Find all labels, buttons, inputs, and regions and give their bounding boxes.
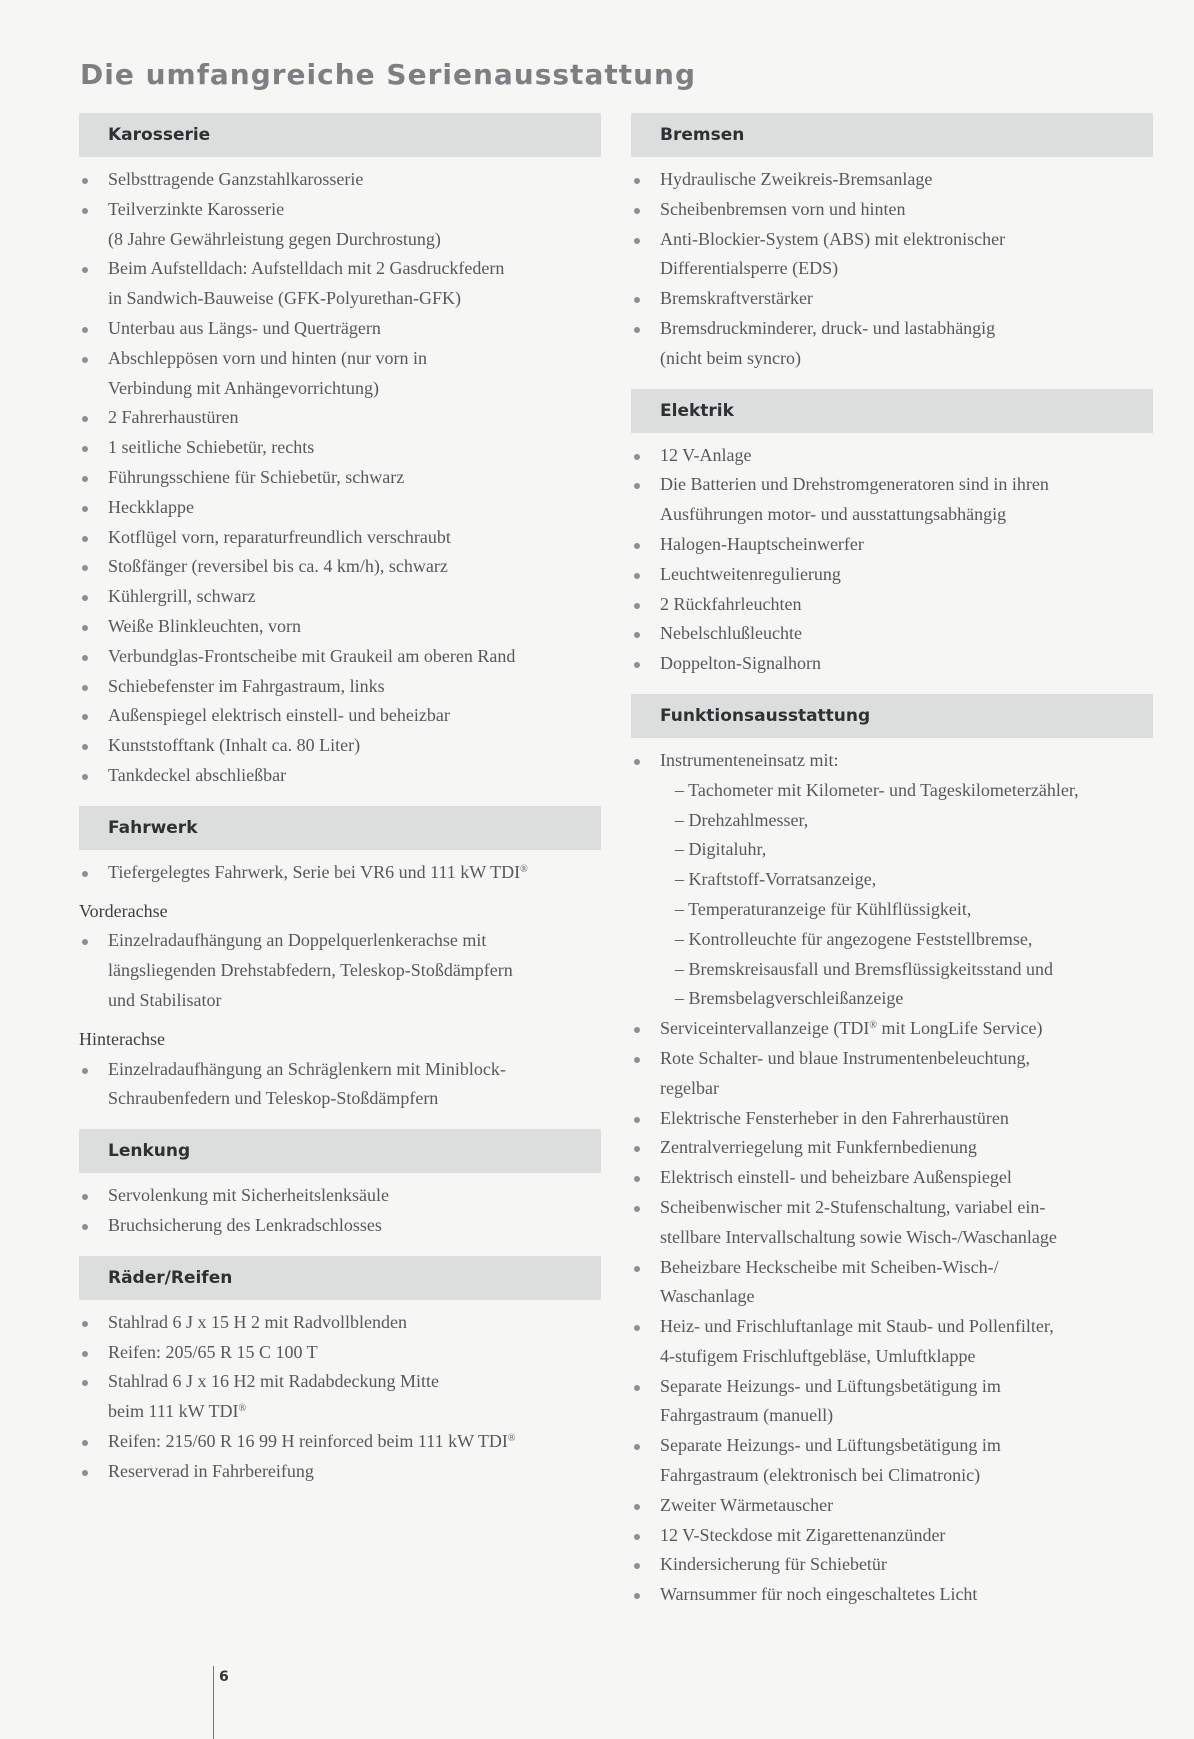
item-line: Unterbau aus Längs- und Querträgern <box>108 317 381 338</box>
list-item <box>631 1104 1153 1134</box>
item-line: Leuchtweitenregulierung <box>660 563 841 584</box>
item-line: Verbindung mit Anhängevorrichtung) <box>108 377 379 398</box>
item-line: Separate Heizungs- und Lüftungsbetätigung im <box>660 1375 1001 1396</box>
list-item <box>79 1181 601 1211</box>
list-item <box>79 1055 601 1115</box>
list-item <box>79 1367 601 1427</box>
item-line: Ausführungen motor- und ausstattungsabhängig <box>660 504 1007 525</box>
list-item <box>631 530 1153 560</box>
item-subline: – Temperaturanzeige für Kühlflüssigkeit, <box>675 898 972 919</box>
item-line: Schiebefenster im Fahrgastraum, links <box>108 675 385 696</box>
list-item <box>631 1312 1153 1372</box>
list-item <box>79 642 601 672</box>
item-line: Halogen-Hauptscheinwerfer <box>660 533 864 554</box>
list-item <box>79 1211 601 1241</box>
item-line: 4-stufigem Frischluftgebläse, Umluftklappe <box>660 1345 976 1366</box>
page-title: Die umfangreiche Serienausstattung <box>80 58 697 91</box>
item-line-text: mit LongLife Service) <box>877 1018 1043 1039</box>
item-line: Instrumenteneinsatz mit: <box>660 749 839 770</box>
list-item <box>631 1163 1153 1193</box>
item-line: Elektrisch einstell- und beheizbare Außenspiegel <box>660 1167 1012 1188</box>
list-item <box>79 344 601 404</box>
list-item <box>631 1253 1153 1313</box>
item-line: Selbsttragende Ganzstahlkarosserie <box>108 169 364 189</box>
item-line: längsliegenden Drehstabfedern, Teleskop-Stoßdämpfern <box>108 960 513 981</box>
list-item <box>631 165 1153 195</box>
item-line: Stahlrad 6 J x 15 H 2 mit Radvollblenden <box>108 1311 407 1332</box>
list-item <box>79 433 601 463</box>
registered-mark: ® <box>507 1432 516 1444</box>
karosserie-list <box>79 165 601 791</box>
list-item <box>79 403 601 433</box>
registered-mark: ® <box>869 1020 877 1032</box>
item-line: Differentialsperre (EDS) <box>660 258 839 279</box>
item-line: 2 Rückfahrleuchten <box>660 593 802 614</box>
elektrik-list <box>631 441 1153 679</box>
item-line: Hydraulische Zweikreis-Bremsanlage <box>660 169 933 189</box>
list-item <box>631 560 1153 590</box>
page-number: 6 <box>219 1669 229 1685</box>
section-heading-bremsen: Bremsen <box>631 113 1153 157</box>
list-item <box>79 1457 601 1487</box>
item-line: Bremskraftverstärker <box>660 288 813 309</box>
list-item <box>79 552 601 582</box>
list-item <box>631 441 1153 471</box>
item-line: in Sandwich-Bauweise (GFK-Polyurethan-GFK) <box>108 288 461 309</box>
item-line: Waschanlage <box>660 1286 755 1307</box>
list-item <box>631 1014 1153 1044</box>
list-item <box>79 165 601 195</box>
list-item <box>79 926 601 1015</box>
item-line: Heiz- und Frischluftanlage mit Staub- und Pollenfilter, <box>660 1316 1054 1337</box>
list-item <box>631 1372 1153 1432</box>
item-line: 12 V-Steckdose mit Zigarettenanzünder <box>660 1524 946 1545</box>
funktion-list <box>631 746 1153 1044</box>
item-subline: – Kontrolleuchte für angezogene Feststellbremse, <box>675 928 1033 949</box>
list-item <box>79 1338 601 1368</box>
bremsen-list <box>631 165 1153 374</box>
item-line: Scheibenwischer mit 2-Stufenschaltung, variabel ein- <box>660 1196 1046 1217</box>
item-line: regelbar <box>660 1077 719 1098</box>
item-line: Einzelradaufhängung an Schräglenkern mit Miniblock- <box>108 1058 506 1079</box>
list-item <box>79 731 601 761</box>
item-line: Reserverad in Fahrbereifung <box>108 1460 314 1481</box>
list-item <box>631 1550 1153 1580</box>
section-heading-elektrik: Elektrik <box>631 389 1153 433</box>
item-line: Führungsschiene für Schiebetür, schwarz <box>108 466 405 487</box>
list-item <box>631 195 1153 225</box>
list-item <box>631 225 1153 285</box>
list-item <box>79 195 601 255</box>
item-line: Separate Heizungs- und Lüftungsbetätigung im <box>660 1435 1001 1456</box>
list-item <box>631 649 1153 679</box>
item-subline: – Tachometer mit Kilometer- und Tageskilometerzähler, <box>675 779 1079 800</box>
item-line-text: beim 111 kW TDI <box>108 1401 239 1422</box>
item-line: Nebelschlußleuchte <box>660 623 802 644</box>
item-line: Verbundglas-Frontscheibe mit Graukeil am oberen Rand <box>108 645 516 666</box>
list-item <box>631 1431 1153 1491</box>
item-line: Einzelradaufhängung an Doppelquerlenkerachse mit <box>108 930 487 951</box>
hinterachse-list <box>79 1055 601 1115</box>
item-line: Servolenkung mit Sicherheitslenksäule <box>108 1185 389 1206</box>
list-item <box>631 284 1153 314</box>
list-item <box>631 1193 1153 1253</box>
list-item <box>631 746 1153 1014</box>
list-item <box>79 314 601 344</box>
registered-mark: ® <box>520 863 528 875</box>
list-item <box>79 254 601 314</box>
item-line: 12 V-Anlage <box>660 444 752 465</box>
list-item <box>631 590 1153 620</box>
item-line: (nicht beim syncro) <box>660 347 801 368</box>
item-line: und Stabilisator <box>108 989 222 1010</box>
item-line: Kotflügel vorn, reparaturfreundlich verschraubt <box>108 526 451 547</box>
hinterachse-heading: Hinterachse <box>79 1028 165 1049</box>
item-line: Warnsummer für noch eingeschaltetes Licht <box>660 1584 978 1605</box>
raeder-list <box>79 1308 601 1487</box>
item-line: Scheibenbremsen vorn und hinten <box>660 198 906 219</box>
list-item <box>79 858 601 888</box>
item-line: Heckklappe <box>108 496 194 517</box>
item-line: Abschleppösen vorn und hinten (nur vorn in <box>108 347 427 368</box>
section-heading-fahrwerk: Fahrwerk <box>79 806 601 850</box>
fahrwerk-item-text: Tiefergelegtes Fahrwerk, Serie bei VR6 und 111 kW TDI <box>108 861 521 882</box>
list-item <box>631 1521 1153 1551</box>
item-line: Tankdeckel abschließbar <box>108 764 287 785</box>
item-line: Stoßfänger (reversibel bis ca. 4 km/h), schwarz <box>108 556 448 577</box>
item-subline: – Kraftstoff-Vorratsanzeige, <box>675 869 877 890</box>
page-number-rule <box>213 1666 214 1739</box>
item-line: Fahrgastraum (elektronisch bei Climatronic) <box>660 1465 981 1486</box>
list-item <box>79 1308 601 1338</box>
left-column <box>79 113 601 1486</box>
list-item <box>631 619 1153 649</box>
item-line: 1 seitliche Schiebetür, rechts <box>108 437 315 458</box>
item-line: Zweiter Wärmetauscher <box>660 1494 834 1515</box>
list-item <box>631 470 1153 530</box>
list-item <box>79 493 601 523</box>
list-item <box>79 612 601 642</box>
item-line: Rote Schalter- und blaue Instrumentenbeleuchtung, <box>660 1047 1031 1068</box>
item-line: Fahrgastraum (manuell) <box>660 1405 834 1426</box>
section-heading-funktionsausstattung: Funktionsausstattung <box>631 694 1153 738</box>
item-line: Kühlergrill, schwarz <box>108 586 256 607</box>
list-item <box>631 1133 1153 1163</box>
list-item <box>79 701 601 731</box>
item-line: Bruchsicherung des Lenkradschlosses <box>108 1214 382 1235</box>
section-heading-raeder-reifen: Räder/Reifen <box>79 1256 601 1300</box>
list-item <box>79 672 601 702</box>
item-line-text: Serviceintervallanzeige (TDI <box>660 1018 870 1039</box>
fahrwerk-list <box>79 858 601 888</box>
item-line: Stahlrad 6 J x 16 H2 mit Radabdeckung Mitte <box>108 1371 439 1392</box>
lenkung-list <box>79 1181 601 1241</box>
vorderachse-heading: Vorderachse <box>79 900 168 921</box>
item-line: Schraubenfedern und Teleskop-Stoßdämpfern <box>108 1088 439 1109</box>
section-heading-lenkung: Lenkung <box>79 1129 601 1173</box>
list-item <box>79 582 601 612</box>
item-line: Anti-Blockier-System (ABS) mit elektronischer <box>660 228 1006 249</box>
list-item <box>79 1427 601 1457</box>
item-line: 2 Fahrerhaustüren <box>108 407 239 428</box>
item-line: stellbare Intervallschaltung sowie Wisch-/Waschanlage <box>660 1226 1057 1247</box>
item-subline: – Bremsbelagverschleißanzeige <box>675 988 904 1009</box>
list-item <box>79 523 601 553</box>
item-line: Kunststofftank (Inhalt ca. 80 Liter) <box>108 735 361 756</box>
item-line: Elektrische Fensterheber in den Fahrerhaustüren <box>660 1107 1009 1128</box>
vorderachse-list <box>79 926 601 1015</box>
registered-mark: ® <box>238 1403 247 1415</box>
item-line: Zentralverriegelung mit Funkfernbedienung <box>660 1137 977 1158</box>
item-line: (8 Jahre Gewährleistung gegen Durchrostung) <box>108 228 441 249</box>
item-line: Beheizbare Heckscheibe mit Scheiben-Wisch-/ <box>660 1256 999 1277</box>
item-line: Kindersicherung für Schiebetür <box>660 1554 887 1575</box>
list-item <box>631 314 1153 374</box>
list-item <box>79 463 601 493</box>
item-line: Bremsdruckminderer, druck- und lastabhängig <box>660 317 996 338</box>
list-item <box>631 1044 1153 1104</box>
item-line-text: Reifen: 215/60 R 16 99 H reinforced beim 111 kW TDI <box>108 1430 508 1451</box>
item-subline: – Bremskreisausfall und Bremsflüssigkeitsstand und <box>675 958 1053 979</box>
item-line: Weiße Blinkleuchten, vorn <box>108 615 301 636</box>
list-item <box>79 761 601 791</box>
funktion-list-continued <box>631 1044 1153 1610</box>
item-line: Teilverzinkte Karosserie <box>108 198 285 219</box>
list-item <box>631 1491 1153 1521</box>
item-line: Beim Aufstelldach: Aufstelldach mit 2 Gasdruckfedern <box>108 258 505 279</box>
section-heading-karosserie: Karosserie <box>79 113 601 157</box>
item-line: Die Batterien und Drehstromgeneratoren sind in ihren <box>660 474 1049 495</box>
item-line: Außenspiegel elektrisch einstell- und beheizbar <box>108 705 450 726</box>
item-line: Reifen: 205/65 R 15 C 100 T <box>108 1341 318 1362</box>
item-line: Doppelton-Signalhorn <box>660 653 821 674</box>
item-subline: – Digitaluhr, <box>675 839 767 860</box>
item-subline: – Drehzahlmesser, <box>675 809 809 830</box>
right-column <box>631 113 1153 1610</box>
list-item <box>631 1580 1153 1610</box>
